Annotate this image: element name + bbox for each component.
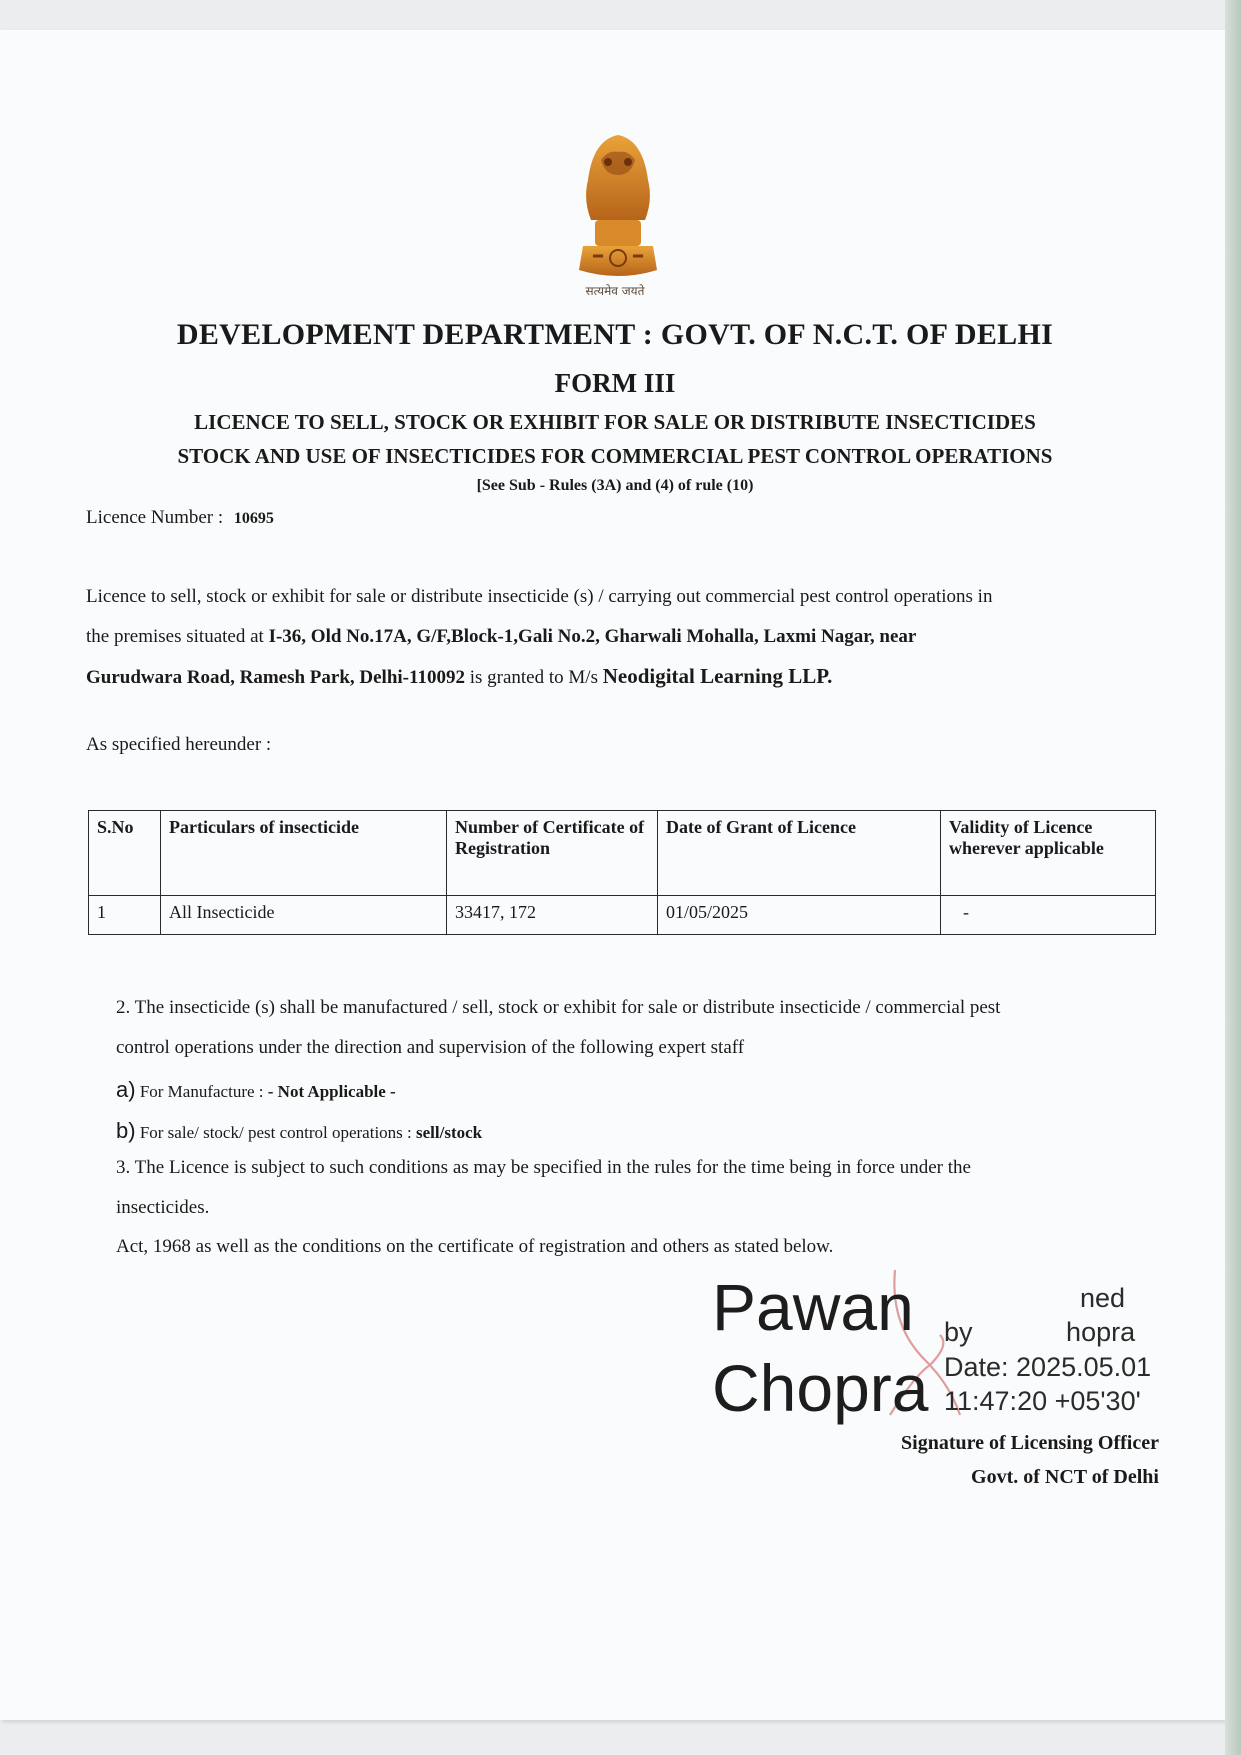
table-header-row (89, 811, 1156, 896)
granted-to-text: is granted to M/s (469, 667, 598, 688)
condition-3-line-3: Act, 1968 as well as the conditions on the certificate of registration and others as stated below. (116, 1236, 834, 1257)
condition-3-line-1: 3. The Licence is subject to such conditions as may be specified in the rules for the time being in force under the (116, 1157, 971, 1178)
condition-b-label: For sale/ stock/ pest control operations : (139, 1123, 412, 1142)
cell-certificate-number: 33417, 172 (447, 896, 658, 935)
licence-number-value: 10695 (233, 510, 274, 527)
intro-line-3 (86, 664, 832, 690)
condition-2-line-2: control operations under the direction and supervision of the following expert staff (116, 1037, 745, 1058)
licence-table (88, 810, 1156, 935)
signature-by: by (944, 1317, 973, 1347)
header-particulars: Particulars of insecticide (161, 811, 447, 896)
firm-name: Neodigital Learning LLP. (602, 664, 833, 688)
condition-3-line-2: insecticides. (116, 1197, 210, 1218)
header-certificate-number: Number of Certificate of Registration (447, 811, 658, 896)
signer-last-name: Chopra (712, 1351, 929, 1425)
intro-line-2 (86, 626, 916, 649)
form-title: FORM III (554, 368, 676, 398)
premises-prefix: the premises situated at (86, 626, 264, 647)
rule-reference: [See Sub - Rules (3A) and (4) of rule (10) (476, 477, 754, 494)
intro-line-1: Licence to sell, stock or exhibit for sale or distribute insecticide (s) / carrying out commercial pest control operations in (86, 586, 993, 607)
background-edge (1225, 0, 1241, 1755)
signature-meta-signed: ned (1080, 1283, 1126, 1313)
specified-hereunder: As specified hereunder : (86, 734, 272, 755)
table-row (89, 896, 1156, 935)
cell-sno: 1 (89, 896, 161, 935)
state-emblem-icon (553, 120, 683, 300)
condition-b-value: sell/stock (416, 1123, 483, 1142)
condition-a-label: For Manufacture : (139, 1082, 264, 1101)
signature-by-name: hopra (1066, 1317, 1136, 1347)
address-line-1: I-36, Old No.17A, G/F,Block-1,Gali No.2, Gharwali Mohalla, Laxmi Nagar, near (268, 626, 917, 647)
signature-time: 11:47:20 +05'30' (944, 1386, 1141, 1416)
signer-first-name: Pawan (712, 1270, 914, 1344)
condition-b-letter: b) (116, 1118, 136, 1143)
signature-meta-by (944, 1319, 1135, 1346)
licence-subtitle-1: LICENCE TO SELL, STOCK OR EXHIBIT FOR SALE OR DISTRIBUTE INSECTICIDES (194, 410, 1036, 434)
signature-date: Date: 2025.05.01 (944, 1352, 1152, 1382)
licence-number-label: Licence Number : (86, 507, 224, 528)
condition-b (116, 1118, 482, 1144)
signature-office: Govt. of NCT of Delhi (971, 1466, 1159, 1488)
signature-title: Signature of Licensing Officer (901, 1432, 1159, 1454)
condition-a-value: - Not Applicable - (267, 1082, 396, 1101)
department-heading: DEVELOPMENT DEPARTMENT : GOVT. OF N.C.T. OF DELHI (176, 318, 1054, 351)
emblem-motto: सत्यमेव जयते (585, 284, 645, 298)
condition-a-letter: a) (116, 1077, 136, 1102)
condition-2-line-1: 2. The insecticide (s) shall be manufactured / sell, stock or exhibit for sale or distribute insecticide / commercial pest (116, 997, 1001, 1018)
address-line-2: Gurudwara Road, Ramesh Park, Delhi-110092 (86, 667, 465, 688)
cell-validity: - (941, 896, 1156, 935)
header-validity: Validity of Licence wherever applicable (941, 811, 1156, 896)
condition-a (116, 1077, 396, 1103)
cell-particulars: All Insecticide (161, 896, 447, 935)
cell-grant-date: 01/05/2025 (658, 896, 941, 935)
header-sno: S.No (89, 811, 161, 896)
header-grant-date: Date of Grant of Licence (658, 811, 941, 896)
licence-subtitle-2: STOCK AND USE OF INSECTICIDES FOR COMMERCIAL PEST CONTROL OPERATIONS (177, 444, 1053, 468)
licence-number-row (86, 507, 274, 530)
